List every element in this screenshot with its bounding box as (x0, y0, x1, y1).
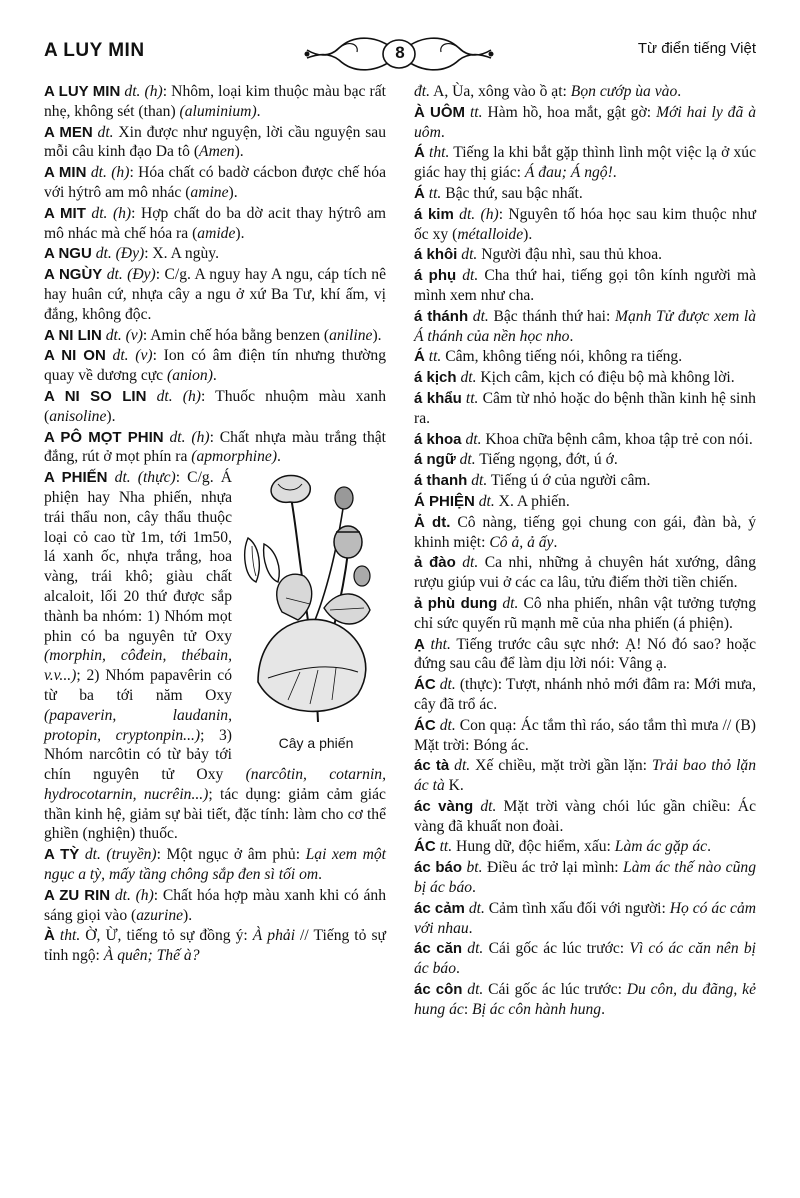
left-column (44, 82, 386, 967)
headword: A NI SO LIN (44, 387, 147, 405)
headword: A NI LIN (44, 326, 102, 344)
dictionary-entry (414, 205, 756, 245)
dictionary-entry (44, 845, 386, 885)
dictionary-entry (44, 346, 386, 386)
definition-end: . (472, 879, 476, 897)
definition: Cô nàng, tiếng gọi chung con gái, đàn bà, ý khinh miệt: (414, 513, 756, 551)
definition-end: ). (234, 143, 244, 161)
dictionary-entry (414, 245, 756, 265)
part-of-speech: dt. (439, 716, 456, 734)
definition-end: . (612, 164, 617, 182)
definition-end: // Tiếng tỏ sự tỉnh ngộ: (44, 927, 386, 965)
definition: Cảm tình xấu đối với người: (484, 899, 670, 917)
definition: : C/g. Á phiện hay Nha phiến, nhựa trái thẩu non, cây thẩu thuộc loại cỏ cao từ 1m, tới 1m50, lá xanh ốc, nhựa trắng, hoa vàng, trái khô; giàu chất alcaloit, lối 20 thứ được sắp thành ba nhóm: 1) Nhóm mọt phin có ba nguyên tử Oxy (44, 469, 232, 645)
headword: ả phù dung (414, 594, 498, 612)
definition-italic: Họ có ác cảm với nhau (414, 899, 757, 937)
headword: á khoa (414, 430, 462, 448)
definition: Ờ, Ừ, tiếng tỏ sự đồng ý: (80, 927, 253, 945)
definition-end: . (456, 960, 460, 978)
part-of-speech: dt. (h) (156, 387, 201, 405)
definition: : Nhôm, loại kim thuộc màu bạc rất nhẹ, không sét (than) (44, 83, 386, 120)
dictionary-entry (414, 837, 756, 857)
headword: ác vàng (414, 797, 474, 815)
dictionary-entry (44, 265, 386, 324)
definition: Khoa chữa bệnh câm, khoa tập trẻ con nói. (481, 430, 753, 448)
dictionary-entry (44, 204, 386, 244)
dictionary-entry (414, 553, 756, 593)
definition-italic: amine (190, 183, 229, 201)
part-of-speech: dt. (h) (459, 205, 499, 223)
dictionary-entry (414, 594, 756, 634)
dictionary-entry (414, 635, 756, 675)
dictionary-entry (44, 82, 386, 122)
definition-italic: Bọn cướp ùa vào (570, 83, 678, 100)
part-of-speech: tht. (429, 144, 450, 162)
part-of-speech: dt. (472, 307, 489, 325)
definition-italic: (anion) (167, 367, 213, 385)
definition-end: . (256, 102, 261, 120)
definition: : Amin chế hóa bằng benzen ( (142, 326, 330, 344)
part-of-speech: dt. (Đy) (106, 266, 156, 284)
definition: : X. A ngùy. (144, 245, 219, 263)
definition: Xin được như nguyện, lời cầu nguyện sau mỗi câu kinh đạo Da tô ( (44, 123, 386, 161)
dictionary-entry (414, 347, 756, 367)
definition-italic: Bị ác côn hành hung (472, 1000, 602, 1018)
part-of-speech: dt. (480, 797, 497, 815)
dictionary-entry (44, 926, 386, 966)
part-of-speech: dt. (v) (105, 326, 143, 344)
headword: ÁC (414, 838, 436, 856)
entry-a-phien (44, 468, 386, 844)
definition-end: ). (372, 326, 382, 344)
headword: ác căn (414, 940, 463, 958)
definition-italic: À quên; Thế à? (103, 947, 200, 965)
headword: Ạ (414, 635, 425, 653)
part-of-speech: dt. (454, 757, 471, 775)
definition-end: ). (228, 183, 238, 201)
part-of-speech: dt. (h) (114, 886, 154, 904)
definition: Xế chiều, mặt trời gần lặn: (470, 757, 652, 775)
illustration (238, 472, 386, 760)
page-number: 8 (395, 43, 405, 62)
definition: : Một ngục ở âm phủ: (156, 846, 306, 864)
part-of-speech: dt. (459, 451, 476, 469)
definition-end: . (468, 919, 473, 937)
part-of-speech: tt. (428, 348, 442, 366)
definition: Câm, không tiếng nói, không ra tiếng. (441, 348, 683, 366)
headword: À (44, 927, 55, 945)
headword: Á (414, 184, 425, 202)
definition-italic: Du côn, du đãng, kẻ hung ác (414, 981, 756, 1018)
headword: á khôi (414, 246, 458, 264)
dictionary-entry (44, 244, 386, 264)
dictionary-entry (44, 387, 386, 427)
part-of-speech: dt. (471, 472, 488, 490)
dictionary-entry (414, 471, 756, 491)
definition-end: : (463, 1000, 473, 1018)
definition: Tiếng ú ớ của người câm. (487, 472, 651, 490)
dictionary-entry (414, 756, 756, 796)
definition: Kịch câm, kịch có điệu bộ mà không lời. (476, 369, 735, 387)
definition-italic: métalloide (457, 225, 524, 243)
definition: : Nguyên tố hóa học sau kim thuộc như ốc xy ( (414, 205, 756, 243)
left-entries-continued (44, 845, 386, 966)
definition: : Chất hóa hợp màu xanh khi có ánh sáng giọi vào ( (44, 886, 386, 924)
part-of-speech: dt. (Đy) (95, 245, 145, 263)
opium-poppy-icon (238, 472, 386, 730)
headword: á ngữ (414, 451, 456, 469)
dictionary-entry (414, 716, 756, 756)
definition: Câm từ nhỏ hoặc do bệnh thần kinh hệ sinh ra. (414, 389, 756, 427)
definition: (thực): Tượt, nhánh nhỏ mới đâm ra: Mới mưa, cây đã trổ ác. (414, 676, 756, 713)
definition-end: ). (183, 906, 193, 924)
dictionary-entry (414, 939, 756, 979)
headword: á khẩu (414, 389, 462, 407)
definition-italic: (apmorphine) (191, 448, 278, 466)
definition-italic: (papaverin, laudanin, protopin, cryptonpin...) (44, 706, 232, 744)
definition-end: . (707, 838, 711, 856)
definition-italic: Làm ác thế nào cũng bị ác báo (414, 859, 756, 897)
part-of-speech: tht. (59, 927, 81, 945)
headword: á thánh (414, 307, 469, 325)
dictionary-entry (414, 389, 756, 429)
headword: A MIT (44, 204, 86, 222)
definition-end: ). (523, 225, 533, 243)
running-head-left: A LUY MIN (44, 40, 145, 61)
headword: á phụ (414, 267, 457, 285)
part-of-speech: dt. (h) (124, 83, 163, 100)
part-of-speech: dt. (v) (112, 347, 153, 365)
part-of-speech: dt. (truyền) (84, 846, 157, 864)
definition: : Chất nhựa màu trắng thật đắng, rút ở mọt phín ra (44, 428, 386, 466)
definition: Tiếng la khi bắt gặp thình lình một việc lạ ở xúc giác hay thị giác: (414, 144, 756, 182)
definition-italic: amide (197, 224, 236, 242)
definition-end: K. (444, 777, 464, 795)
definition: Bậc thánh thứ hai: (488, 307, 615, 325)
running-head-right: Từ điển tiếng Việt (637, 40, 756, 57)
part-of-speech: dt. (97, 123, 114, 141)
dictionary-entry (414, 450, 756, 470)
definition-italic: aniline (329, 326, 373, 344)
part-of-speech: dt. (478, 492, 495, 510)
definition: Tiếng trước câu sực nhớ: Ạ! Nó đó sao? hoặc đứng sau câu để làm dịu lời nói: Vâng ạ. (414, 635, 756, 673)
dictionary-entry (414, 513, 756, 553)
dictionary-entry (414, 143, 756, 183)
definition: Người đậu nhì, sau thủ khoa. (477, 246, 663, 264)
definition: Ca nhi, những ả chuyên hát xướng, dâng rượu giúp vui ở các ca lâu, tửu điếm thời tiền chiến. (414, 554, 756, 592)
headword: A ZU RIN (44, 886, 111, 904)
headword: A NI ON (44, 347, 106, 365)
part-of-speech: dt. (461, 246, 478, 264)
dictionary-entry (44, 428, 386, 468)
part-of-speech: dt. (460, 369, 477, 387)
definition-end: . (277, 448, 281, 466)
definition-italic: Mạnh Tử được xem là Á thánh của nền học nho (414, 307, 756, 345)
dictionary-entry (44, 163, 386, 203)
headword: ÁC (414, 716, 436, 734)
dictionary-entry (414, 492, 756, 512)
definition-end: . (440, 123, 445, 141)
dictionary-entry (414, 184, 756, 204)
dictionary-entry (414, 368, 756, 388)
definition-italic: azurine (136, 906, 184, 924)
part-of-speech: dt. (439, 676, 456, 694)
definition: Cái gốc ác lúc trước: (483, 981, 627, 999)
definition: : Thuốc nhuộm màu xanh ( (44, 387, 386, 425)
dictionary-entry (44, 123, 386, 163)
dictionary-entry (414, 858, 756, 898)
headword: Á (414, 348, 425, 366)
definition: Con quạ: Ác tắm thì ráo, sáo tắm thì mưa // (B) Mặt trời: Bóng ác. (414, 716, 757, 754)
definition: : Ion có âm điện tín nhưng thường quay về dương cực (44, 347, 387, 385)
part-of-speech: bt. (466, 859, 483, 877)
part-of-speech: dt. (462, 267, 479, 285)
definition-italic: Lại xem một ngục a tỳ, mấy tầng chông sắp đen sì tối om (44, 846, 386, 884)
headword: ÁC (414, 676, 436, 694)
illustration-caption: Cây a phiến (278, 735, 354, 752)
definition-end: ). (106, 407, 116, 425)
headword: A MIN (44, 164, 87, 182)
definition-end: . (677, 83, 682, 100)
definition-italic: À phải (252, 927, 296, 945)
definition: ; 2) Nhóm papavêrin có từ ba tới năm Oxy (44, 667, 232, 704)
definition: ; 3) Nhóm narcôtin có từ bảy tới chín nguyên tử Oxy (44, 726, 246, 784)
right-column (414, 82, 756, 1021)
dictionary-entry (414, 103, 756, 143)
headword: Ả dt. (414, 513, 451, 531)
part-of-speech: dt. (462, 554, 479, 572)
part-of-speech: dt. (h) (90, 164, 130, 182)
part-of-speech: đt. (414, 83, 431, 100)
page-header (44, 30, 756, 80)
definition-italic: (narcôtin, cotarnin, hydrocotarnin, nucrêin...) (44, 766, 386, 803)
headword: A NGU (44, 245, 92, 263)
definition: Bậc thứ, sau bậc nhất. (441, 184, 583, 202)
dictionary-entry (44, 326, 386, 346)
headword: ác côn (414, 981, 463, 999)
part-of-speech: dt. (thực) (114, 469, 176, 487)
headword: ác báo (414, 859, 463, 877)
headword: A PÔ MỌT PHIN (44, 428, 164, 446)
part-of-speech: tt. (469, 103, 483, 121)
definition: X. A phiến. (494, 492, 570, 510)
definition: ; tác dụng: giảm cảm giác thần kinh hệ, giảm sự bài tiết, đặc tính: làm cho cơ thể ghiền (nghiện) thuốc. (44, 785, 386, 843)
part-of-speech: dt. (467, 981, 484, 999)
definition: Cha thứ hai, tiếng gọi tôn kính người mà mình xem như cha. (414, 267, 756, 304)
part-of-speech: tt. (428, 184, 442, 202)
headword: ả đào (414, 554, 456, 572)
definition: Điều ác trở lại mình: (482, 859, 624, 877)
definition: Cái gốc ác lúc trước: (483, 940, 630, 958)
definition-italic: Cô ả, ả ấy (489, 533, 554, 551)
definition-italic: (aluminium) (179, 102, 257, 120)
headword: Á PHIỆN (414, 492, 475, 510)
headword: À UÔM (414, 103, 466, 121)
dictionary-entry (414, 82, 756, 102)
definition-italic: anisoline (49, 407, 107, 425)
definition: A, Ùa, xông vào ồ ạt: (430, 83, 571, 100)
dictionary-entry (414, 307, 756, 347)
headword: ác cảm (414, 899, 465, 917)
part-of-speech: tht. (430, 635, 451, 653)
headword: A NGÙY (44, 266, 103, 284)
definition-end: . (212, 367, 217, 385)
part-of-speech: tt. (439, 838, 453, 856)
headword: á kịch (414, 369, 457, 387)
headword: á kim (414, 205, 454, 223)
part-of-speech: dt. (467, 940, 484, 958)
definition: Mặt trời vàng chói lúc gần chiều: Ác vàng đã khuất non đoài. (414, 797, 756, 835)
headword: Á (414, 144, 425, 162)
definition-end: . (601, 1000, 606, 1018)
definition: Hung dữ, độc hiểm, xấu: (452, 838, 615, 856)
definition-end: . (318, 866, 323, 884)
part-of-speech: dt. (h) (91, 204, 132, 222)
dictionary-entry (414, 675, 756, 715)
part-of-speech: tt. (465, 389, 479, 407)
dictionary-entry (44, 886, 386, 926)
dictionary-entry (414, 980, 756, 1020)
definition-italic: (morphin, côđein, thébain, v.v...) (44, 647, 232, 685)
part-of-speech: dt. (468, 899, 485, 917)
dictionary-entry (414, 266, 756, 306)
definition: Hàm hồ, hoa mắt, gật gờ: (482, 103, 657, 121)
definition-end: . (553, 533, 558, 551)
headword: á thanh (414, 472, 468, 490)
headword: A LUY MIN (44, 83, 121, 100)
headword: ác tà (414, 757, 450, 775)
definition: Tiếng ngọng, đớt, ú ớ. (475, 451, 618, 469)
part-of-speech: dt. (502, 594, 519, 612)
definition-italic: Á đau; Á ngộ! (524, 164, 613, 182)
definition-end: ). (235, 224, 245, 242)
definition-italic: Mới hai ly đã à uôm (414, 103, 757, 141)
dictionary-entry (414, 430, 756, 450)
definition: Cô nha phiến, nhân vật tưởng tượng chỉ sức quyến rũ mạnh mẽ của nha phiến (á phiện). (414, 594, 756, 632)
definition-italic: Làm ác gặp ác (614, 838, 708, 856)
definition-italic: Amen (199, 143, 235, 161)
definition: : Hợp chất do ba dờ acit thay hýtrô am mô nhác mà chế hóa ra ( (44, 204, 387, 242)
dictionary-entry (414, 899, 756, 939)
part-of-speech: dt. (h) (169, 428, 210, 446)
definition: : Hóa chất có badờ cácbon được chế hóa với hýtrô am mô nhác ( (44, 164, 386, 201)
headword: A MEN (44, 123, 93, 141)
definition: : C/g. A nguy hay A ngu, cáp tích nê hay huân cứ, nhựa cây a ngu ở xứ Ba Tư, khí ấm, vị đắng, không độc. (44, 266, 386, 323)
definition-italic: Vì có ác căn nên bị ác báo (414, 940, 756, 978)
part-of-speech: dt. (465, 430, 482, 448)
right-entries (414, 82, 756, 1020)
headword: A PHIẾN (44, 469, 108, 487)
headword: A TỲ (44, 846, 80, 864)
definition-italic: Trải bao thỏ lặn ác tà (414, 757, 756, 795)
left-entries (44, 82, 386, 467)
dictionary-entry (414, 797, 756, 837)
definition-end: . (569, 327, 574, 345)
